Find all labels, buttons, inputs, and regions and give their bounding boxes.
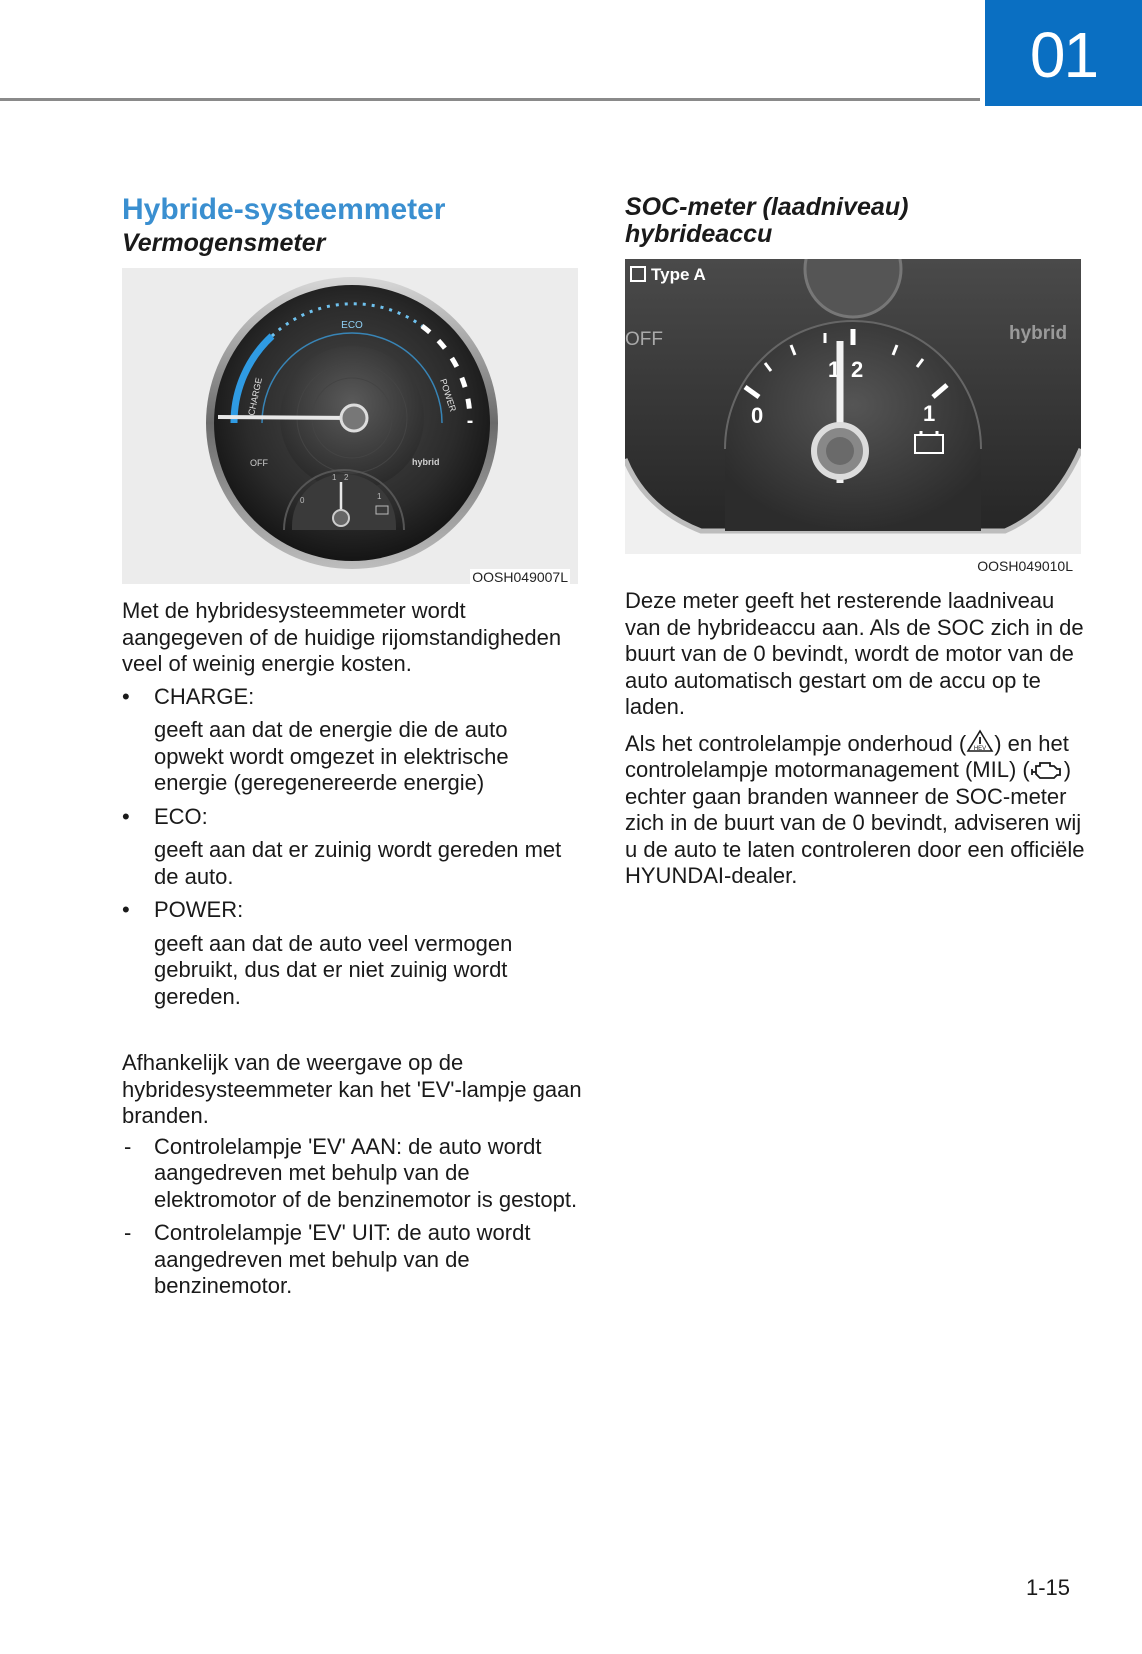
charge-label: CHARGE — [246, 376, 264, 417]
soc-title-line1: SOC-meter (laadniveau) — [625, 193, 909, 221]
figure-code: OOSH049007L — [472, 569, 568, 584]
power-needle — [218, 417, 354, 418]
soc-half-den-label: 2 — [851, 357, 864, 382]
soc-one-label: 1 — [377, 492, 382, 501]
subsection-title: Vermogensmeter — [122, 229, 326, 257]
mode-list — [122, 684, 582, 711]
off-label: OFF — [250, 458, 268, 468]
soc-one-label: 1 — [923, 401, 936, 426]
soc-description-paragraph: Deze meter geeft het resterende laadniveau van de hybrideaccu aan. Als de SOC zich in de buurt van de 0 bevindt, wordt de motor van de auto automatisch gestart om de accu op te laden. — [625, 588, 1084, 719]
header-rule — [0, 98, 980, 101]
list-item: - Controlelampje 'EV' UIT: de auto wordt aangedreven met behulp van de benzinemotor. — [122, 1220, 582, 1300]
warning-text-part: ) echter gaan branden wanneer de SOC-meter zich in de buurt van de 0 bevindt, adviseren wij u de auto te laten controleren door een officiële HYUNDAI-dealer. — [625, 757, 1085, 888]
power-label: POWER — [438, 377, 459, 413]
engine-warning-icon — [1030, 759, 1064, 781]
intro-paragraph: Met de hybridesysteemmeter wordt aangegeven of de huidige rijomstandigheden veel of weinig energie kosten. — [122, 598, 562, 676]
soc-off-label: OFF — [625, 329, 663, 350]
soc-half-num-label: 1 — [332, 473, 337, 482]
soc-half-den-label: 2 — [344, 473, 349, 482]
page-number: 1-15 — [1026, 1575, 1071, 1600]
section-title: Hybride-systeemmeter — [122, 193, 446, 226]
power-description: geeft aan dat de auto veel vermogen gebruikt, dus dat er niet zuinig wordt gereden. — [154, 930, 513, 1009]
soc-zero-label: 0 — [300, 496, 305, 505]
eco-description: geeft aan dat er zuinig wordt gereden met de auto. — [154, 837, 562, 889]
right-column — [625, 192, 1085, 890]
warning-text-part: Als het controlelampje onderhoud ( — [625, 730, 967, 756]
warning-paragraph — [625, 729, 1085, 890]
needle-hub — [341, 405, 367, 431]
list-item: • POWER: — [122, 897, 582, 924]
hev-icon-text: HEV — [974, 745, 987, 752]
soc-zero-label: 0 — [751, 403, 764, 428]
list-item: - Controlelampje 'EV' AAN: de auto wordt aangedreven met behulp van de elektromotor of de benzinemotor is gestopt. — [122, 1134, 582, 1214]
figure-code: OOSH049010L — [977, 558, 1073, 574]
type-label: Type A — [651, 265, 706, 284]
ev-list — [122, 1134, 582, 1300]
warning-text-part: ) en het controlelampje motormanagement (MIL) ( — [625, 730, 1069, 782]
charge-description: geeft aan dat de energie die de auto opwekt wordt omgezet in elektrische energie (geregenereerde energie) — [154, 717, 509, 795]
hybrid-label: hybrid — [412, 457, 440, 467]
soc-hybrid-label: hybrid — [1009, 323, 1068, 344]
ev-intro-paragraph: Afhankelijk van de weergave op de hybridesysteemmeter kan het 'EV'-lampje gaan branden. — [122, 1050, 582, 1128]
power-meter-figure — [122, 268, 578, 584]
chapter-tab: 01 — [985, 0, 1142, 106]
soc-meter-figure — [625, 259, 1081, 574]
hev-warning-icon — [966, 729, 994, 755]
list-item: • ECO: — [122, 804, 582, 831]
power-meter-gauge-illustration — [122, 268, 578, 584]
list-item: • CHARGE: — [122, 684, 582, 711]
left-column — [122, 192, 582, 1307]
soc-half-num-label: 1 — [828, 357, 841, 382]
soc-gauge-illustration — [625, 259, 1081, 554]
soc-title-line2: hybrideaccu — [625, 220, 773, 248]
eco-label: ECO — [341, 320, 363, 331]
